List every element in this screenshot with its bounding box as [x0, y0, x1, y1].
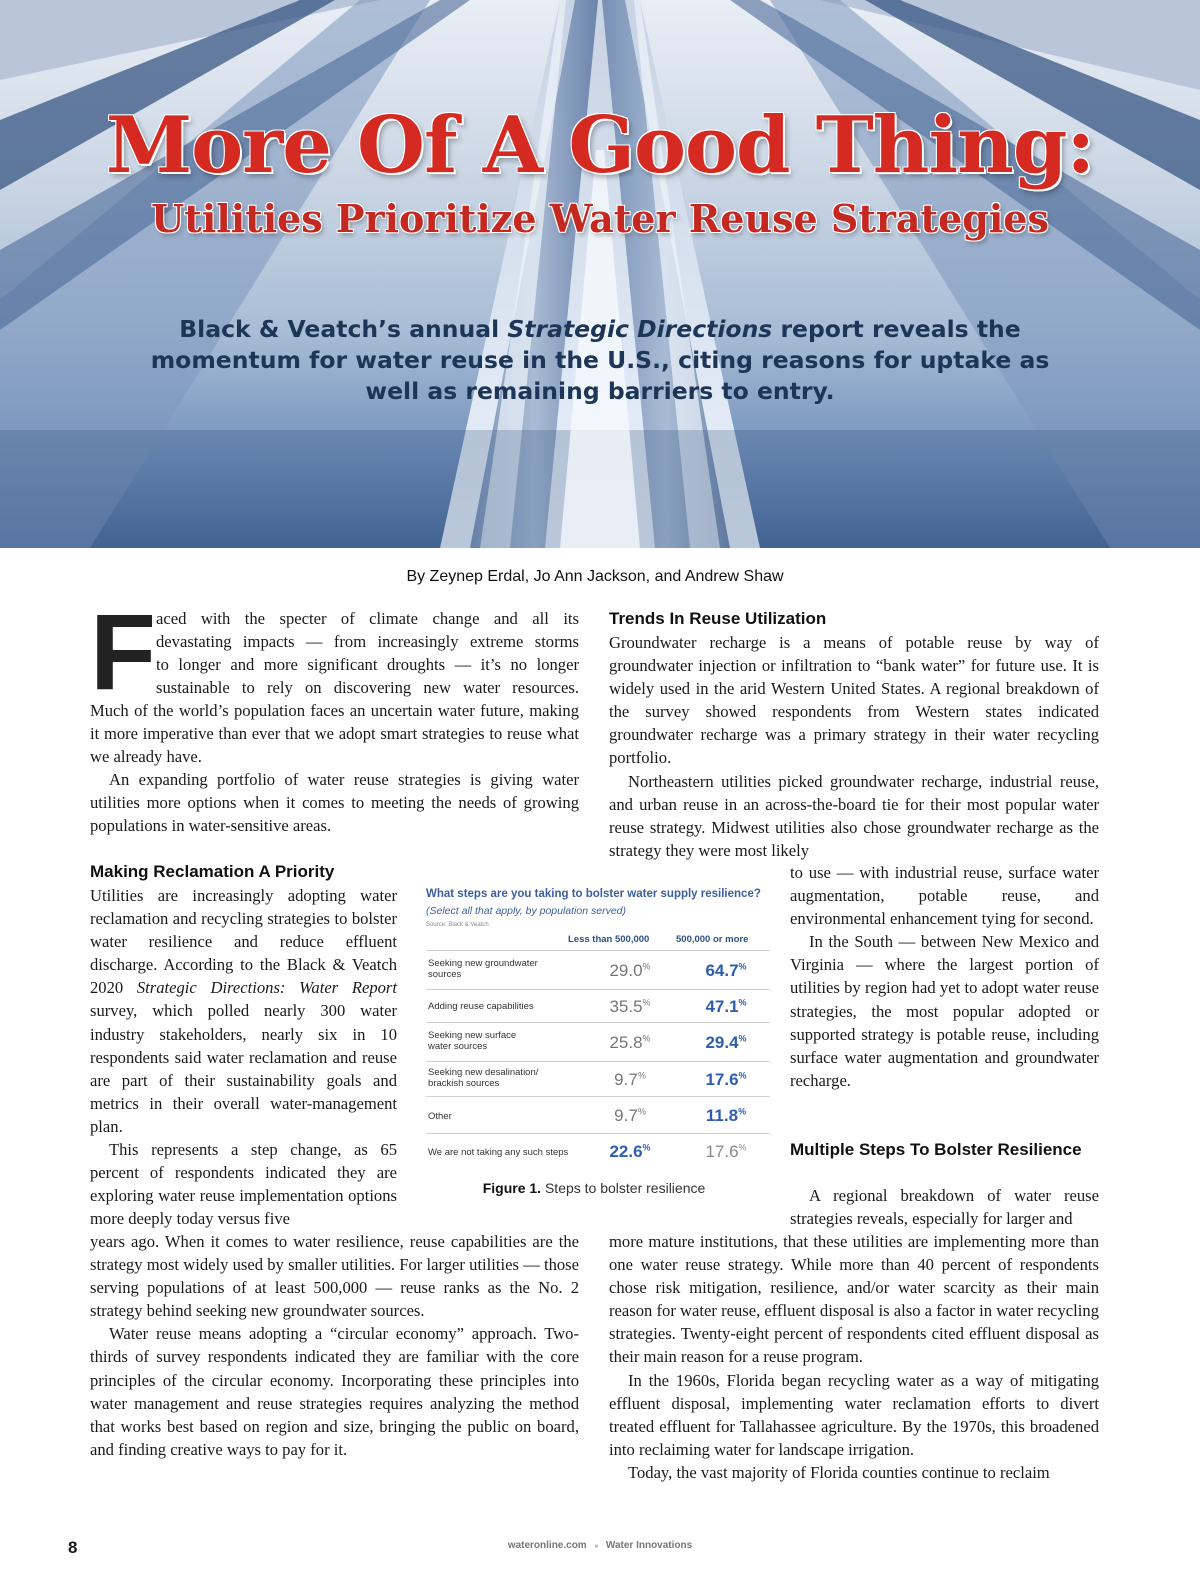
table-row: Adding reuse capabilities 35.5% 47.1%	[426, 990, 770, 1023]
table-row: We are not taking any such steps 22.6% 17.6%	[428, 1142, 747, 1161]
subheadline: Utilities Prioritize Water Reuse Strategies	[151, 196, 1049, 241]
figure-subtitle: (Select all that apply, by population served)	[426, 905, 627, 917]
table-row: Other 9.7% 11.8%	[426, 1097, 770, 1134]
paragraph-south: In the South — between New Mexico and Virginia — where the largest portion of utilities by region had yet to adopt water reuse strategies, the most popular adopted or supported strategy is potable reuse, including surface water augmentation and groundwater recharge.	[790, 932, 1099, 1090]
drop-cap: F	[90, 591, 156, 712]
page-footer	[0, 1540, 1200, 1551]
headline: More Of A Good Thing:	[105, 100, 1095, 191]
heading-multiple-steps: Multiple Steps To Bolster Resilience	[790, 1140, 1082, 1159]
right-column-top	[609, 631, 1099, 862]
figure-caption: Figure 1. Steps to bolster resilience	[482, 1180, 706, 1196]
paragraph-regional-cont: more mature institutions, that these utilities are implementing more than one water reuse strategy. While more than 40 percent of respondents chose risk mitigation, resilience, and/or water scarcity as their main reason for water reuse, effluent disposal is also a factor in water recycling strategies. Twenty-eight percent of respondents cited effluent disposal as their main reason for a reuse program.	[609, 1232, 1099, 1367]
paragraph-groundwater: Groundwater recharge is a means of potable reuse by way of groundwater injection or infiltration to “bank water” for future use. It is widely used in the arid Western United States. A regional breakdown of the survey showed respondents from Western states indicated groundwater recharge was a primary strategy in their water recycling portfolio.	[609, 633, 1099, 768]
table-row: Seeking new groundwater sources 29.0% 64.7%	[426, 951, 770, 990]
paragraph-florida-today: Today, the vast majority of Florida counties continue to reclaim	[628, 1462, 1050, 1482]
heading-making-reclamation: Making Reclamation A Priority	[90, 862, 335, 881]
paragraph-northeastern: Northeastern utilities picked groundwater recharge, industrial reuse, and urban reuse in an across-the-board tie for their most popular water reuse strategy. Midwest utilities also chose groundwater recharge as the strategy they were most likely	[609, 771, 1099, 860]
paragraph-regional-breakdown: A regional breakdown of water reuse strategies reveals, especially for larger and	[790, 1186, 1099, 1229]
figure-question: What steps are you taking to bolster water supply resilience?	[426, 888, 761, 900]
left-column-bottom	[90, 1230, 579, 1461]
intro-paragraph-rest: Much of the world’s population faces an uncertain water future, making it more imperative than ever that we adopt smart strategies to reuse what we already have.	[90, 701, 579, 767]
table-row: Seeking new desalination/ brackish sources 9.7% 17.6%	[426, 1062, 770, 1097]
intro-lines: aced with the specter of climate change and all its devastating impacts — from increasingly extreme storms to longer and more significant droughts — it’s no longer sustainable to rely on discovering new water resources.	[156, 609, 579, 698]
footer-separator: ■	[594, 1544, 599, 1550]
paragraph-northeastern-cont: to use — with industrial reuse, surface water augmentation, potable reuse, and environmental enhancement tying for second.	[790, 863, 1099, 929]
left-column-top	[90, 699, 579, 838]
figure-1	[418, 884, 770, 1202]
footer-site: wateronline.com	[507, 1540, 587, 1551]
paragraph-step-change-cont: years ago. When it comes to water resilience, reuse capabilities are the strategy most widely used by smaller utilities. For larger utilities — those serving populations of at least 500,000 — reuse ranks as the No. 2 strategy behind seeking new groundwater sources.	[90, 1232, 579, 1321]
table-row: Seeking new surface water sources 25.8% 29.4%	[426, 1023, 770, 1062]
paragraph-portfolio: An expanding portfolio of water reuse strategies is giving water utilities more options when it comes to meeting the needs of growing populations in water-sensitive areas.	[90, 770, 579, 836]
right-column-narrow	[790, 861, 1099, 1092]
figure-source: Source: Black & Veatch	[426, 922, 489, 928]
heading-trends: Trends In Reuse Utilization	[609, 609, 827, 628]
paragraph-circular-economy: Water reuse means adopting a “circular economy” approach. Two-thirds of survey respondents indicated they are familiar with the core principles of the circular economy. Incorporating these principles into water management and reuse strategies requires analyzing the method that works best based on region and size, bringing the public on board, and finding creative ways to pay for it.	[90, 1324, 579, 1459]
right-column-narrow-2	[790, 1184, 1099, 1230]
left-column-narrow	[90, 884, 397, 1230]
paragraph-florida-1960s: In the 1960s, Florida began recycling water as a way of mitigating effluent disposal, implementing water reclamation efforts to divert treated effluent for Tallahassee agriculture. By the 1970s, this broadened into reclaiming water for landscape irrigation.	[609, 1370, 1099, 1459]
paragraph-utilities: Utilities are increasingly adopting water reclamation and recycling strategies to bolster water resilience and reduce effluent discharge. According to the Black & Veatch 2020 Strategic Directions: Water Report survey, which polled nearly 300 water industry stakeholders, nearly six in 10 respondents said water reclamation and reuse are part of their sustainability goals and metrics in their overall water-management plan.	[90, 886, 397, 1136]
right-column-bottom	[609, 1230, 1099, 1484]
footer-section: Water Innovations	[605, 1540, 693, 1551]
deck-text: Black & Veatch’s annual Strategic Directions report reveals the momentum for water reuse in the U.S., citing reasons for uptake as well as remaining barriers to entry.	[150, 315, 1050, 405]
column-header-large: 500,000 or more	[676, 934, 749, 945]
byline: By Zeynep Erdal, Jo Ann Jackson, and Andrew Shaw	[406, 568, 784, 585]
hero-banner	[0, 0, 1200, 548]
hero-photo	[0, 0, 1200, 548]
column-header-small: Less than 500,000	[568, 934, 650, 945]
paragraph-step-change: This represents a step change, as 65 percent of respondents indicated they are exploring water reuse implementation options more deeply today versus five	[90, 1140, 397, 1229]
page-number: 8	[68, 1538, 78, 1557]
